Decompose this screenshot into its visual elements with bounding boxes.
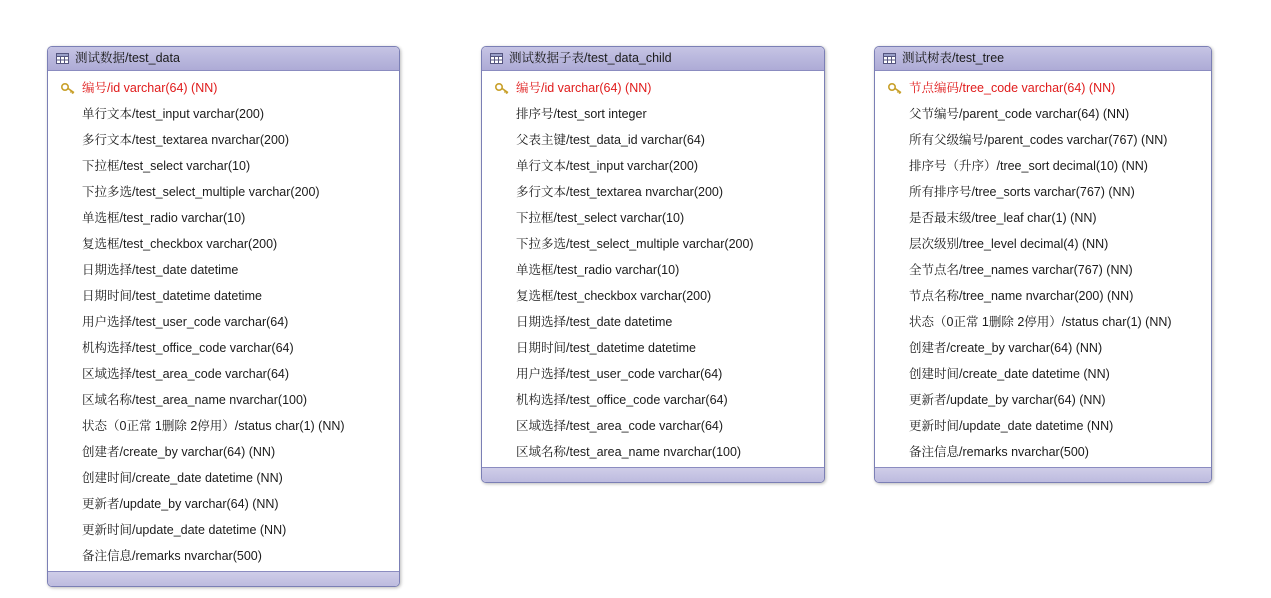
attribute-row[interactable]	[48, 283, 399, 309]
entity-attribute-list	[482, 71, 824, 467]
attribute-label: 用户选择/test_user_code varchar(64)	[82, 314, 289, 329]
attribute-row[interactable]	[875, 179, 1211, 205]
attribute-label: 下拉框/test_select varchar(10)	[82, 158, 251, 173]
attribute-label: 复选框/test_checkbox varchar(200)	[82, 236, 278, 251]
table-icon	[56, 53, 69, 64]
attribute-row[interactable]	[875, 75, 1211, 101]
attribute-label: 区域选择/test_area_code varchar(64)	[82, 366, 290, 381]
attribute-label: 下拉框/test_select varchar(10)	[516, 210, 685, 225]
attribute-row[interactable]	[48, 127, 399, 153]
attribute-label: 创建时间/create_date datetime (NN)	[82, 470, 283, 485]
key-slot	[881, 82, 909, 95]
attribute-row[interactable]	[875, 309, 1211, 335]
attribute-row[interactable]	[48, 75, 399, 101]
attribute-label: 区域名称/test_area_name nvarchar(100)	[82, 392, 308, 407]
attribute-label: 更新者/update_by varchar(64) (NN)	[909, 392, 1106, 407]
table-icon	[883, 53, 896, 64]
entity-title: 测试树表/test_tree	[902, 51, 1005, 66]
attribute-row[interactable]	[482, 205, 824, 231]
attribute-label: 所有父级编号/parent_codes varchar(767) (NN)	[909, 132, 1168, 147]
key-slot	[488, 82, 516, 95]
entity-attribute-list	[48, 71, 399, 571]
attribute-label: 备注信息/remarks nvarchar(500)	[909, 444, 1089, 459]
attribute-row[interactable]	[875, 413, 1211, 439]
attribute-row[interactable]	[875, 387, 1211, 413]
attribute-row[interactable]	[48, 387, 399, 413]
attribute-label: 机构选择/test_office_code varchar(64)	[516, 392, 728, 407]
attribute-label: 层次级别/tree_level decimal(4) (NN)	[909, 236, 1109, 251]
attribute-row[interactable]	[482, 231, 824, 257]
attribute-label: 节点编码/tree_code varchar(64) (NN)	[909, 80, 1116, 95]
attribute-label: 用户选择/test_user_code varchar(64)	[516, 366, 723, 381]
entity-title: 测试数据子表/test_data_child	[509, 51, 672, 66]
attribute-row[interactable]	[48, 543, 399, 569]
attribute-label: 下拉多选/test_select_multiple varchar(200)	[516, 236, 754, 251]
attribute-label: 下拉多选/test_select_multiple varchar(200)	[82, 184, 320, 199]
attribute-label: 编号/id varchar(64) (NN)	[516, 80, 652, 95]
attribute-row[interactable]	[482, 309, 824, 335]
attribute-label: 创建时间/create_date datetime (NN)	[909, 366, 1110, 381]
attribute-label: 单行文本/test_input varchar(200)	[516, 158, 699, 173]
attribute-label: 区域名称/test_area_name nvarchar(100)	[516, 444, 742, 459]
entity-footer	[482, 467, 824, 482]
attribute-row[interactable]	[48, 257, 399, 283]
attribute-label: 排序号/test_sort integer	[516, 106, 647, 121]
attribute-row[interactable]	[482, 387, 824, 413]
attribute-row[interactable]	[482, 439, 824, 465]
attribute-row[interactable]	[482, 283, 824, 309]
attribute-label: 更新时间/update_date datetime (NN)	[909, 418, 1114, 433]
attribute-label: 节点名称/tree_name nvarchar(200) (NN)	[909, 288, 1134, 303]
entity-title: 测试数据/test_data	[75, 51, 180, 66]
attribute-label: 日期选择/test_date datetime	[516, 314, 673, 329]
attribute-row[interactable]	[482, 257, 824, 283]
attribute-label: 状态（0正常 1删除 2停用）/status char(1) (NN)	[82, 418, 345, 433]
attribute-row[interactable]	[482, 335, 824, 361]
attribute-row[interactable]	[48, 465, 399, 491]
entity-header[interactable]	[48, 47, 399, 71]
attribute-row[interactable]	[875, 153, 1211, 179]
attribute-label: 状态（0正常 1删除 2停用）/status char(1) (NN)	[909, 314, 1172, 329]
attribute-label: 复选框/test_checkbox varchar(200)	[516, 288, 712, 303]
attribute-row[interactable]	[875, 205, 1211, 231]
attribute-label: 区域选择/test_area_code varchar(64)	[516, 418, 724, 433]
attribute-label: 更新者/update_by varchar(64) (NN)	[82, 496, 279, 511]
attribute-row[interactable]	[875, 257, 1211, 283]
attribute-row[interactable]	[875, 335, 1211, 361]
attribute-label: 单选框/test_radio varchar(10)	[82, 210, 246, 225]
attribute-row[interactable]	[482, 153, 824, 179]
attribute-row[interactable]	[875, 101, 1211, 127]
attribute-label: 多行文本/test_textarea nvarchar(200)	[516, 184, 724, 199]
entity-attribute-list	[875, 71, 1211, 467]
attribute-label: 父节编号/parent_code varchar(64) (NN)	[909, 106, 1130, 121]
entity-table-test-tree[interactable]	[874, 46, 1212, 483]
attribute-row[interactable]	[875, 127, 1211, 153]
attribute-row[interactable]	[48, 335, 399, 361]
entity-header[interactable]	[875, 47, 1211, 71]
attribute-row[interactable]	[482, 101, 824, 127]
attribute-row[interactable]	[875, 231, 1211, 257]
attribute-label: 全节点名/tree_names varchar(767) (NN)	[909, 262, 1133, 277]
entity-header[interactable]	[482, 47, 824, 71]
attribute-label: 日期时间/test_datetime datetime	[516, 340, 696, 355]
key-icon	[888, 82, 903, 95]
attribute-label: 是否最末级/tree_leaf char(1) (NN)	[909, 210, 1097, 225]
attribute-row[interactable]	[48, 491, 399, 517]
attribute-row[interactable]	[48, 205, 399, 231]
key-icon	[495, 82, 510, 95]
attribute-label: 更新时间/update_date datetime (NN)	[82, 522, 287, 537]
attribute-row[interactable]	[48, 517, 399, 543]
attribute-row[interactable]	[482, 361, 824, 387]
entity-table-test-data[interactable]	[47, 46, 400, 587]
attribute-label: 父表主键/test_data_id varchar(64)	[516, 132, 705, 147]
attribute-row[interactable]	[482, 413, 824, 439]
attribute-label: 创建者/create_by varchar(64) (NN)	[909, 340, 1103, 355]
attribute-row[interactable]	[875, 439, 1211, 465]
attribute-row[interactable]	[48, 101, 399, 127]
attribute-row[interactable]	[482, 179, 824, 205]
attribute-row[interactable]	[48, 153, 399, 179]
entity-table-test-data-child[interactable]	[481, 46, 825, 483]
attribute-label: 日期选择/test_date datetime	[82, 262, 239, 277]
attribute-row[interactable]	[48, 179, 399, 205]
attribute-label: 备注信息/remarks nvarchar(500)	[82, 548, 262, 563]
attribute-label: 创建者/create_by varchar(64) (NN)	[82, 444, 276, 459]
attribute-row[interactable]	[48, 361, 399, 387]
table-icon	[490, 53, 503, 64]
attribute-label: 单行文本/test_input varchar(200)	[82, 106, 265, 121]
attribute-row[interactable]	[875, 361, 1211, 387]
attribute-row[interactable]	[48, 309, 399, 335]
attribute-label: 编号/id varchar(64) (NN)	[82, 80, 218, 95]
key-slot	[54, 82, 82, 95]
attribute-label: 机构选择/test_office_code varchar(64)	[82, 340, 294, 355]
attribute-row[interactable]	[48, 413, 399, 439]
attribute-row[interactable]	[482, 127, 824, 153]
attribute-label: 日期时间/test_datetime datetime	[82, 288, 262, 303]
attribute-row[interactable]	[875, 283, 1211, 309]
attribute-row[interactable]	[48, 439, 399, 465]
key-icon	[61, 82, 76, 95]
entity-footer	[48, 571, 399, 586]
attribute-row[interactable]	[48, 231, 399, 257]
attribute-row[interactable]	[482, 75, 824, 101]
entity-footer	[875, 467, 1211, 482]
attribute-label: 多行文本/test_textarea nvarchar(200)	[82, 132, 290, 147]
attribute-label: 所有排序号/tree_sorts varchar(767) (NN)	[909, 184, 1135, 199]
attribute-label: 排序号（升序）/tree_sort decimal(10) (NN)	[909, 158, 1148, 173]
attribute-label: 单选框/test_radio varchar(10)	[516, 262, 680, 277]
